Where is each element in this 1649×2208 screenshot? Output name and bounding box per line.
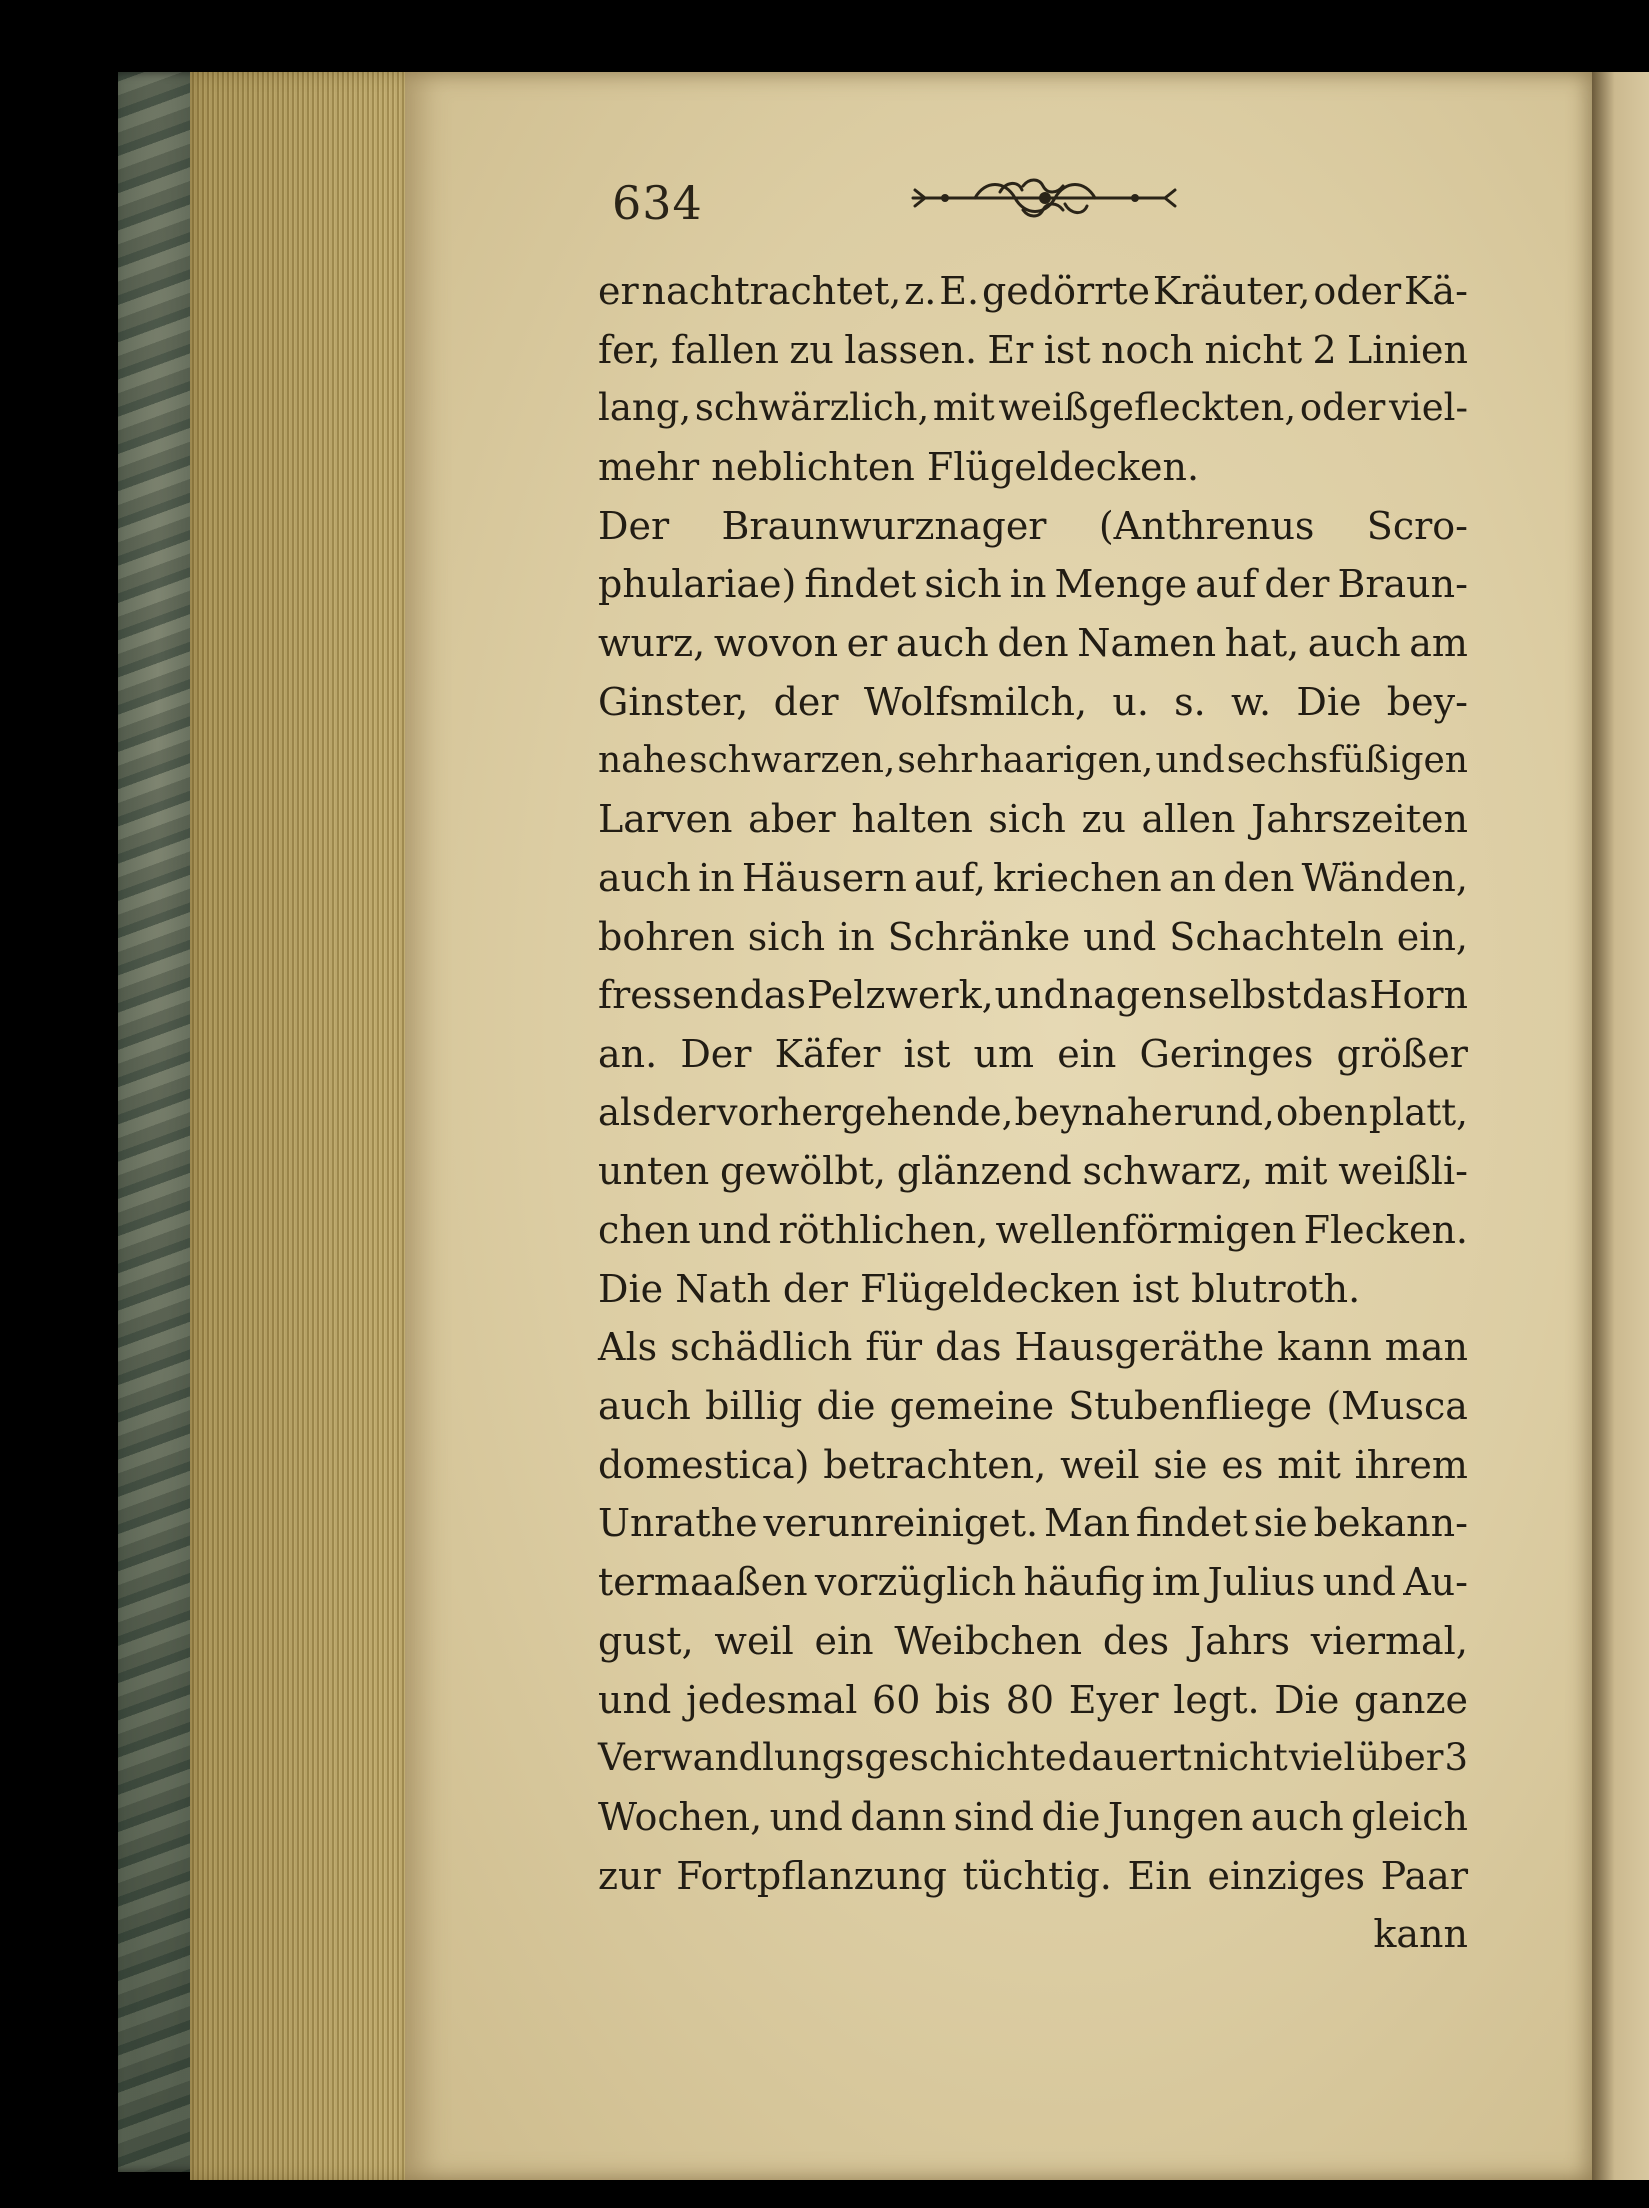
text-line: Die Nath der Flügeldecken ist blutroth.: [598, 1266, 1361, 1311]
catchword: kann: [1373, 1912, 1468, 1957]
text-line: auch in Häusern auf, kriechen an den Wänden,: [598, 855, 1468, 900]
text-line: fressen das Pelzwerk, und nagen selbst das Horn: [598, 973, 1468, 1018]
text-line: als der vorhergehende, beynahe rund, oben platt,: [598, 1090, 1468, 1134]
text-line: und jedesmal 60 bis 80 Eyer legt. Die ganze: [598, 1677, 1468, 1722]
decorative-vine-rule-icon: [905, 172, 1185, 222]
text-line: Wochen, und dann sind die Jungen auch gleich: [598, 1794, 1468, 1839]
page-block-edges: [190, 72, 415, 2180]
text-line: unten gewölbt, glänzend schwarz, mit weißli-: [598, 1149, 1468, 1194]
text-line: Als schädlich für das Hausgeräthe kann man: [598, 1325, 1468, 1370]
text-line: Ginster, der Wolfsmilch, u. s. w. Die bey-: [598, 679, 1468, 724]
text-line: nahe schwarzen, sehr haarigen, und sechsfüßigen: [598, 739, 1468, 781]
facing-page-edge: [1592, 72, 1649, 2180]
text-line: bohren sich in Schränke und Schachteln ein,: [598, 914, 1468, 959]
text-line: mehr neblichten Flügeldecken.: [598, 445, 1200, 490]
text-line: lang, schwärzlich, mit weißgefleckten, oder viel-: [598, 386, 1468, 430]
text-line: chen und röthlichen, wellenförmigen Flecken.: [598, 1208, 1468, 1252]
body-text: [598, 262, 1468, 1964]
text-line: Unrathe verunreiniget. Man findet sie bekann-: [598, 1501, 1468, 1546]
text-line: Larven aber halten sich zu allen Jahrszeiten: [598, 797, 1468, 842]
text-line: wurz, wovon er auch den Namen hat, auch am: [598, 621, 1468, 666]
text-line: zur Fortpflanzung tüchtig. Ein einziges Paar: [598, 1853, 1468, 1898]
text-line: er nachtrachtet, z. E. gedörrte Kräuter, oder Kä-: [598, 269, 1468, 313]
page-number: 634: [612, 176, 703, 230]
text-line: Verwandlungsgeschichte dauert nicht viel über 3: [598, 1736, 1468, 1780]
text-line: domestica) betrachten, weil sie es mit ihrem: [598, 1442, 1468, 1487]
text-line: fer, fallen zu lassen. Er ist noch nicht 2 Linien: [598, 327, 1468, 372]
text-line: an. Der Käfer ist um ein Geringes größer: [598, 1031, 1468, 1076]
text-line: phulariae) findet sich in Menge auf der Braun-: [598, 562, 1468, 607]
text-line: Der Braunwurznager (Anthrenus Scro-: [598, 503, 1468, 548]
text-line: termaaßen vorzüglich häufig im Julius und Au-: [598, 1560, 1468, 1605]
text-line: auch billig die gemeine Stubenfliege (Musca: [598, 1384, 1468, 1429]
text-line: gust, weil ein Weibchen des Jahrs viermal,: [598, 1618, 1468, 1663]
